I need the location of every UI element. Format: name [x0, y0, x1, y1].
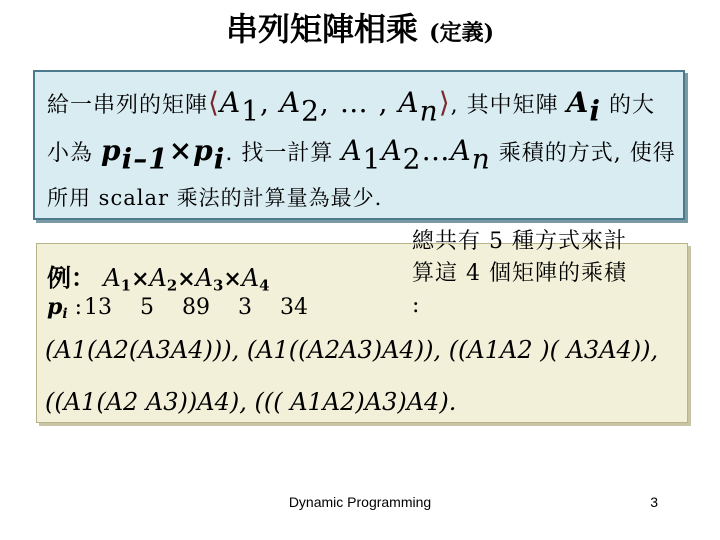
example-sub-2: 2 [166, 276, 178, 295]
definition-box [33, 70, 685, 220]
p-label-sub: i [62, 306, 68, 323]
matrix-a2: A [279, 86, 302, 119]
title-main: 串列矩陣相乘 [226, 10, 419, 48]
example-sub-4: 4 [259, 276, 270, 295]
definition-text-1c: 的大 [600, 93, 655, 118]
sequence-open-bracket: ⟨ [208, 86, 220, 119]
dimension-value: 3 [237, 295, 252, 320]
definition-line-2 [47, 134, 676, 175]
subscript-n: n [419, 94, 439, 128]
subscript-i: i [589, 94, 601, 128]
example-matrix-2: A [149, 264, 167, 292]
definition-text-2b: . 找一計算 [225, 141, 342, 166]
definition-text-1a: 給一串列的矩陣 [47, 93, 209, 118]
definition-text-1b: , 其中矩陣 [450, 93, 567, 118]
ellipsis: , … , [319, 86, 399, 119]
times-symbol: × [168, 134, 194, 167]
product-sub-2: 2 [402, 142, 422, 176]
matrix-a1: A [219, 86, 242, 119]
page-number: 3 [650, 494, 658, 510]
product-sub-n: n [471, 142, 491, 176]
dimension-value: 5 [139, 295, 154, 320]
subscript-i-2: i [213, 142, 226, 176]
subscript-2: 2 [301, 94, 320, 128]
parenthesization-line-2: ((A1(A2 A3))A4), ((( A1A2)A3)A4). [45, 388, 457, 416]
dimension-value: 13 [83, 295, 112, 320]
example-matrix-1: A [103, 264, 121, 292]
matrix-ai: A [566, 86, 590, 119]
dimension-value: 89 [181, 295, 210, 320]
subscript-i-minus-1: i–1 [121, 142, 169, 176]
p-colon: : [67, 295, 82, 320]
example-matrix-3: A [195, 264, 213, 292]
definition-text-2c: 乘積的方式, 使得 [490, 141, 676, 166]
p-label: p [47, 294, 63, 320]
definition-line-3: 所用 scalar 乘法的計算量為最少. [47, 186, 383, 210]
times-symbol-3: × [223, 266, 242, 292]
example-sub-1: 1 [120, 276, 132, 295]
title-note: (定義) [429, 20, 494, 46]
p-symbol-2: p [193, 134, 214, 167]
times-symbol-1: × [131, 266, 150, 292]
product-sub-1: 1 [362, 142, 382, 176]
p-symbol: p [101, 134, 122, 167]
product-a1: A [341, 134, 363, 167]
dimension-value: 34 [279, 295, 308, 320]
times-symbol-2: × [177, 266, 196, 292]
separator: , [260, 86, 280, 119]
example-label-line [47, 258, 269, 294]
example-sub-3: 3 [212, 276, 224, 295]
note-line-1: 總共有 5 種方式來計 [412, 229, 627, 254]
example-matrix-4: A [241, 264, 260, 292]
note-line-3: : [412, 293, 421, 318]
slide-title [0, 4, 720, 50]
product-a2: A [381, 134, 403, 167]
product-an: A [450, 134, 472, 167]
note-text [412, 226, 627, 322]
definition-line-1 [47, 86, 655, 127]
sequence-close-bracket: ⟩ [438, 86, 451, 119]
example-label: 例： [47, 263, 95, 292]
footer-text: Dynamic Programming [288, 494, 432, 510]
product-dots: … [421, 134, 451, 167]
note-line-2: 算這 4 個矩陣的乘積 [412, 261, 627, 286]
subscript-1: 1 [241, 94, 261, 128]
dimension-line [47, 294, 336, 322]
matrix-an: A [398, 86, 420, 119]
definition-text-2a: 小為 [47, 141, 101, 166]
parenthesization-line-1: (A1(A2(A3A4))), (A1((A2A3)A4)), ((A1A2 )( A3A4)), [45, 336, 659, 364]
example-box [36, 229, 688, 423]
